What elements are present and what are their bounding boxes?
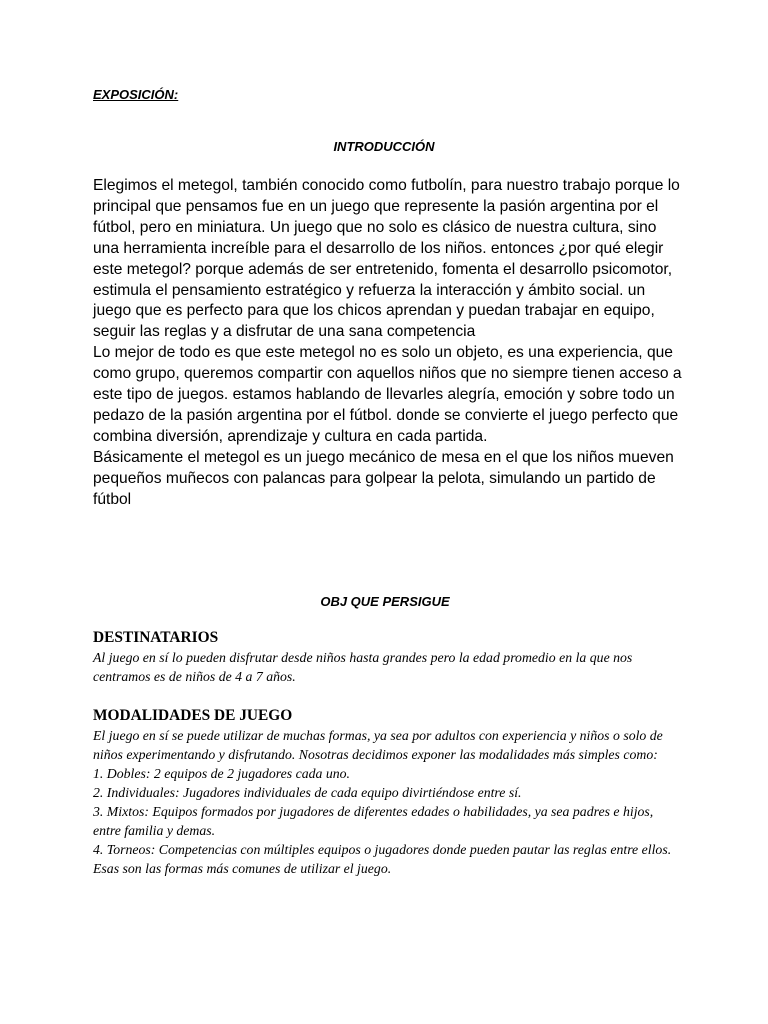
introduction-paragraph-1: Elegimos el metegol, también conocido como futbolín, para nuestro trabajo porque lo principal que pensamos fue en un juego que represente la pasión argentina por el fútbol, pero en miniatura. Un juego que no solo es clásico de nuestra cultura, sino una herramienta increíble para el desarrollo de los niños. entonces ¿por qué elegir este metegol? porque además de ser entretenido, fomenta el desarrollo psicomotor, estimula el pensamiento estratégico y refuerza la interacción y ámbito social. un juego que es perfecto para que los chicos aprendan y puedan trabajar en equipo, seguir las reglas y a disfrutar de una sana competencia (93, 177, 680, 341)
modes-item-4: 4. Torneos: Competencias con múltiples equipos o jugadores donde pueden pautar las reglas entre ellos. (93, 842, 672, 857)
introduction-title: INTRODUCCIÓN (333, 139, 435, 154)
introduction-paragraph-2: Lo mejor de todo es que este metegol no es solo un objeto, es una experiencia, que como grupo, queremos compartir con aquellos niños que no siempre tienen acceso a este tipo de juegos. estamos hablando de llevarles alegría, emoción y sobre todo un pedazo de la pasión argentina por el fútbol. donde se convierte el juego perfecto que combina diversión, aprendizaje y cultura en cada partida. (93, 344, 682, 445)
modes-item-3: 3. Mixtos: Equipos formados por jugadores de diferentes edades o habilidades, ya sea padres e hijos, entre familia y demas. (93, 804, 654, 838)
modes-item-1: 1. Dobles: 2 equipos de 2 jugadores cada uno. (93, 766, 351, 781)
introduction-paragraph-3: Básicamente el metegol es un juego mecánico de mesa en el que los niños mueven pequeños muñecos con palancas para golpear la pelota, simulando un partido de fútbol (93, 448, 674, 508)
recipients-section (93, 628, 683, 686)
modes-closing: Esas son las formas más comunes de utilizar el juego. (93, 861, 392, 876)
document-heading: EXPOSICIÓN: (93, 87, 179, 102)
recipients-text: Al juego en sí lo pueden disfrutar desde niños hasta grandes pero la edad promedio en la que nos centramos es de niños de 4 a 7 años. (93, 650, 633, 684)
recipients-heading: DESTINATARIOS (93, 629, 219, 646)
introduction-body (93, 176, 683, 511)
modes-heading: MODALIDADES DE JUEGO (93, 707, 293, 724)
modes-intro: El juego en sí se puede utilizar de muchas formas, ya sea por adultos con experiencia y niños o solo de niños experimentando y disfrutando. Nosotras decidimos exponer las modalidades más simples como: (93, 728, 663, 762)
objective-title: OBJ QUE PERSIGUE (320, 594, 450, 609)
modes-section (93, 706, 683, 878)
modes-item-2: 2. Individuales: Jugadores individuales de cada equipo divirtiéndose entre sí. (93, 785, 522, 800)
